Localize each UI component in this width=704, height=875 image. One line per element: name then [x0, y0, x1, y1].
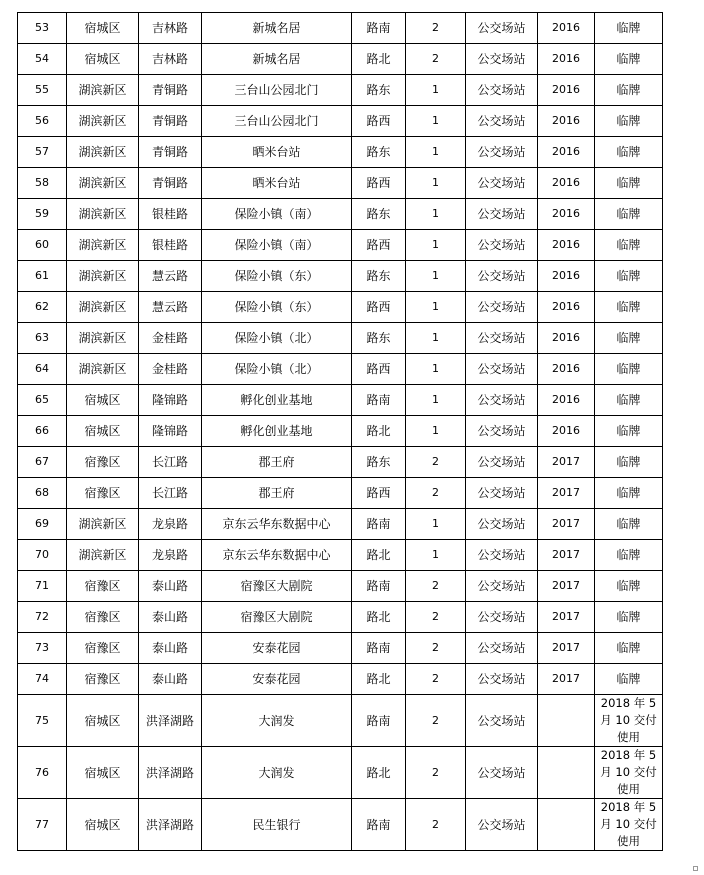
stop-count-cell: 2 [406, 478, 466, 509]
row-number-cell: 77 [18, 799, 67, 851]
station-type-cell: 公交场站 [466, 44, 538, 75]
district-cell: 宿城区 [67, 799, 139, 851]
station-name-cell: 晒米台站 [202, 168, 352, 199]
plate-status-cell: 临牌 [595, 385, 663, 416]
year-cell: 2017 [538, 540, 595, 571]
row-number-cell: 76 [18, 747, 67, 799]
table-row [18, 44, 663, 75]
road-cell: 泰山路 [139, 633, 202, 664]
district-cell: 宿豫区 [67, 633, 139, 664]
plate-status-cell: 临牌 [595, 323, 663, 354]
year-cell: 2016 [538, 323, 595, 354]
district-cell: 湖滨新区 [67, 540, 139, 571]
row-number-cell: 75 [18, 695, 67, 747]
table-row [18, 540, 663, 571]
station-type-cell: 公交场站 [466, 168, 538, 199]
district-cell: 宿豫区 [67, 664, 139, 695]
year-cell: 2016 [538, 137, 595, 168]
road-cell: 吉林路 [139, 13, 202, 44]
road-cell: 隆锦路 [139, 385, 202, 416]
district-cell: 湖滨新区 [67, 509, 139, 540]
row-number-cell: 73 [18, 633, 67, 664]
stop-count-cell: 1 [406, 292, 466, 323]
station-name-cell: 保险小镇（东） [202, 261, 352, 292]
plate-status-cell: 临牌 [595, 75, 663, 106]
district-cell: 宿豫区 [67, 602, 139, 633]
year-cell: 2016 [538, 292, 595, 323]
road-side-cell: 路北 [352, 540, 406, 571]
plate-status-cell: 临牌 [595, 292, 663, 323]
table-row [18, 447, 663, 478]
stop-count-cell: 1 [406, 509, 466, 540]
station-name-cell: 保险小镇（南） [202, 230, 352, 261]
district-cell: 宿城区 [67, 695, 139, 747]
road-side-cell: 路东 [352, 75, 406, 106]
station-name-cell: 新城名居 [202, 44, 352, 75]
table-body [18, 13, 663, 851]
stop-count-cell: 1 [406, 385, 466, 416]
row-number-cell: 65 [18, 385, 67, 416]
station-type-cell: 公交场站 [466, 230, 538, 261]
road-side-cell: 路北 [352, 664, 406, 695]
stop-count-cell: 1 [406, 323, 466, 354]
plate-status-cell: 临牌 [595, 13, 663, 44]
stop-count-cell: 1 [406, 416, 466, 447]
station-type-cell: 公交场站 [466, 571, 538, 602]
station-type-cell: 公交场站 [466, 137, 538, 168]
row-number-cell: 57 [18, 137, 67, 168]
table-row [18, 323, 663, 354]
plate-status-cell: 临牌 [595, 447, 663, 478]
station-name-cell: 宿豫区大剧院 [202, 602, 352, 633]
station-name-cell: 保险小镇（东） [202, 292, 352, 323]
station-type-cell: 公交场站 [466, 323, 538, 354]
plate-status-cell: 临牌 [595, 509, 663, 540]
road-cell: 隆锦路 [139, 416, 202, 447]
station-type-cell: 公交场站 [466, 13, 538, 44]
station-name-cell: 孵化创业基地 [202, 416, 352, 447]
road-side-cell: 路南 [352, 695, 406, 747]
row-number-cell: 60 [18, 230, 67, 261]
stop-count-cell: 2 [406, 602, 466, 633]
row-number-cell: 58 [18, 168, 67, 199]
row-number-cell: 74 [18, 664, 67, 695]
year-cell: 2017 [538, 602, 595, 633]
stop-count-cell: 2 [406, 695, 466, 747]
table-row [18, 799, 663, 851]
plate-status-cell: 临牌 [595, 199, 663, 230]
road-side-cell: 路南 [352, 633, 406, 664]
plate-status-cell: 临牌 [595, 416, 663, 447]
plate-status-cell: 临牌 [595, 571, 663, 602]
plate-status-cell: 临牌 [595, 168, 663, 199]
station-type-cell: 公交场站 [466, 747, 538, 799]
year-cell: 2016 [538, 168, 595, 199]
year-cell: 2016 [538, 354, 595, 385]
stop-count-cell: 2 [406, 447, 466, 478]
station-type-cell: 公交场站 [466, 602, 538, 633]
stop-count-cell: 1 [406, 230, 466, 261]
row-number-cell: 70 [18, 540, 67, 571]
road-side-cell: 路东 [352, 199, 406, 230]
year-cell: 2017 [538, 633, 595, 664]
stop-count-cell: 1 [406, 168, 466, 199]
stop-count-cell: 1 [406, 199, 466, 230]
road-cell: 青铜路 [139, 75, 202, 106]
year-cell: 2016 [538, 230, 595, 261]
row-number-cell: 69 [18, 509, 67, 540]
station-name-cell: 孵化创业基地 [202, 385, 352, 416]
station-name-cell: 大润发 [202, 695, 352, 747]
road-side-cell: 路西 [352, 230, 406, 261]
year-cell: 2017 [538, 447, 595, 478]
table-row [18, 416, 663, 447]
station-name-cell: 三台山公园北门 [202, 75, 352, 106]
road-side-cell: 路东 [352, 447, 406, 478]
station-name-cell: 郡王府 [202, 478, 352, 509]
station-type-cell: 公交场站 [466, 199, 538, 230]
row-number-cell: 61 [18, 261, 67, 292]
row-number-cell: 59 [18, 199, 67, 230]
table-row [18, 230, 663, 261]
stop-count-cell: 2 [406, 747, 466, 799]
plate-status-cell: 临牌 [595, 602, 663, 633]
road-cell: 金桂路 [139, 323, 202, 354]
district-cell: 宿城区 [67, 13, 139, 44]
row-number-cell: 68 [18, 478, 67, 509]
road-side-cell: 路东 [352, 261, 406, 292]
row-number-cell: 64 [18, 354, 67, 385]
road-cell: 长江路 [139, 447, 202, 478]
district-cell: 宿城区 [67, 747, 139, 799]
stop-count-cell: 2 [406, 664, 466, 695]
stop-count-cell: 1 [406, 75, 466, 106]
district-cell: 湖滨新区 [67, 261, 139, 292]
station-type-cell: 公交场站 [466, 509, 538, 540]
station-name-cell: 保险小镇（南） [202, 199, 352, 230]
year-cell: 2016 [538, 385, 595, 416]
road-cell: 慧云路 [139, 261, 202, 292]
plate-status-cell: 临牌 [595, 540, 663, 571]
row-number-cell: 72 [18, 602, 67, 633]
road-side-cell: 路西 [352, 168, 406, 199]
year-cell: 2017 [538, 509, 595, 540]
plate-status-cell: 临牌 [595, 106, 663, 137]
district-cell: 湖滨新区 [67, 168, 139, 199]
table-row [18, 633, 663, 664]
year-cell: 2017 [538, 571, 595, 602]
stop-count-cell: 2 [406, 571, 466, 602]
district-cell: 湖滨新区 [67, 199, 139, 230]
district-cell: 湖滨新区 [67, 106, 139, 137]
table-row [18, 106, 663, 137]
station-type-cell: 公交场站 [466, 633, 538, 664]
stop-count-cell: 2 [406, 799, 466, 851]
plate-status-cell: 2018 年 5 月 10 交付使用 [595, 695, 663, 747]
station-name-cell: 郡王府 [202, 447, 352, 478]
table-row [18, 602, 663, 633]
road-cell: 泰山路 [139, 571, 202, 602]
table-row [18, 137, 663, 168]
year-cell: 2016 [538, 75, 595, 106]
district-cell: 湖滨新区 [67, 323, 139, 354]
station-type-cell: 公交场站 [466, 447, 538, 478]
road-cell: 银桂路 [139, 230, 202, 261]
road-side-cell: 路北 [352, 747, 406, 799]
year-cell: 2016 [538, 416, 595, 447]
station-type-cell: 公交场站 [466, 292, 538, 323]
year-cell: 2017 [538, 664, 595, 695]
table-row [18, 168, 663, 199]
plate-status-cell: 临牌 [595, 354, 663, 385]
road-cell: 泰山路 [139, 602, 202, 633]
plate-status-cell: 临牌 [595, 633, 663, 664]
road-side-cell: 路北 [352, 602, 406, 633]
plate-status-cell: 临牌 [595, 261, 663, 292]
table-row [18, 571, 663, 602]
station-name-cell: 新城名居 [202, 13, 352, 44]
road-cell: 泰山路 [139, 664, 202, 695]
road-side-cell: 路南 [352, 13, 406, 44]
stop-count-cell: 2 [406, 13, 466, 44]
station-name-cell: 三台山公园北门 [202, 106, 352, 137]
station-name-cell: 安泰花园 [202, 633, 352, 664]
table-row [18, 75, 663, 106]
station-type-cell: 公交场站 [466, 478, 538, 509]
district-cell: 宿豫区 [67, 447, 139, 478]
district-cell: 湖滨新区 [67, 75, 139, 106]
road-side-cell: 路东 [352, 137, 406, 168]
station-name-cell: 宿豫区大剧院 [202, 571, 352, 602]
district-cell: 宿豫区 [67, 478, 139, 509]
row-number-cell: 62 [18, 292, 67, 323]
year-cell: 2016 [538, 44, 595, 75]
road-side-cell: 路西 [352, 478, 406, 509]
station-type-cell: 公交场站 [466, 385, 538, 416]
row-number-cell: 67 [18, 447, 67, 478]
stop-count-cell: 2 [406, 633, 466, 664]
district-cell: 湖滨新区 [67, 137, 139, 168]
road-cell: 吉林路 [139, 44, 202, 75]
stop-count-cell: 2 [406, 44, 466, 75]
station-type-cell: 公交场站 [466, 695, 538, 747]
table-row [18, 478, 663, 509]
year-cell: 2016 [538, 13, 595, 44]
road-side-cell: 路南 [352, 385, 406, 416]
station-name-cell: 保险小镇（北） [202, 354, 352, 385]
plate-status-cell: 临牌 [595, 478, 663, 509]
stop-count-cell: 1 [406, 540, 466, 571]
road-side-cell: 路南 [352, 799, 406, 851]
district-cell: 宿城区 [67, 385, 139, 416]
plate-status-cell: 2018 年 5 月 10 交付使用 [595, 799, 663, 851]
road-side-cell: 路西 [352, 354, 406, 385]
year-cell: 2017 [538, 478, 595, 509]
road-cell: 青铜路 [139, 137, 202, 168]
plate-status-cell: 临牌 [595, 137, 663, 168]
plate-status-cell: 临牌 [595, 230, 663, 261]
road-cell: 龙泉路 [139, 509, 202, 540]
table-row [18, 199, 663, 230]
table-row [18, 13, 663, 44]
road-side-cell: 路北 [352, 44, 406, 75]
row-number-cell: 56 [18, 106, 67, 137]
stop-count-cell: 1 [406, 106, 466, 137]
district-cell: 湖滨新区 [67, 292, 139, 323]
table-row [18, 695, 663, 747]
station-name-cell: 安泰花园 [202, 664, 352, 695]
road-cell: 洪泽湖路 [139, 747, 202, 799]
road-side-cell: 路西 [352, 106, 406, 137]
station-name-cell: 京东云华东数据中心 [202, 540, 352, 571]
station-name-cell: 晒米台站 [202, 137, 352, 168]
page-corner-mark [693, 866, 698, 871]
road-cell: 龙泉路 [139, 540, 202, 571]
station-type-cell: 公交场站 [466, 664, 538, 695]
stop-count-cell: 1 [406, 261, 466, 292]
stop-count-cell: 1 [406, 354, 466, 385]
plate-status-cell: 2018 年 5 月 10 交付使用 [595, 747, 663, 799]
road-side-cell: 路南 [352, 571, 406, 602]
road-cell: 金桂路 [139, 354, 202, 385]
year-cell: 2016 [538, 106, 595, 137]
table-row [18, 509, 663, 540]
district-cell: 宿城区 [67, 416, 139, 447]
road-cell: 慧云路 [139, 292, 202, 323]
road-cell: 洪泽湖路 [139, 799, 202, 851]
district-cell: 宿豫区 [67, 571, 139, 602]
row-number-cell: 66 [18, 416, 67, 447]
year-cell [538, 695, 595, 747]
road-cell: 青铜路 [139, 106, 202, 137]
plate-status-cell: 临牌 [595, 664, 663, 695]
station-name-cell: 保险小镇（北） [202, 323, 352, 354]
station-type-cell: 公交场站 [466, 799, 538, 851]
bus-stop-table [17, 12, 663, 851]
station-type-cell: 公交场站 [466, 106, 538, 137]
table-row [18, 354, 663, 385]
station-name-cell: 大润发 [202, 747, 352, 799]
year-cell: 2016 [538, 199, 595, 230]
table-row [18, 747, 663, 799]
road-side-cell: 路西 [352, 292, 406, 323]
station-type-cell: 公交场站 [466, 354, 538, 385]
road-side-cell: 路南 [352, 509, 406, 540]
district-cell: 湖滨新区 [67, 230, 139, 261]
table-row [18, 261, 663, 292]
row-number-cell: 55 [18, 75, 67, 106]
station-type-cell: 公交场站 [466, 261, 538, 292]
district-cell: 宿城区 [67, 44, 139, 75]
row-number-cell: 53 [18, 13, 67, 44]
station-name-cell: 京东云华东数据中心 [202, 509, 352, 540]
plate-status-cell: 临牌 [595, 44, 663, 75]
year-cell [538, 747, 595, 799]
station-type-cell: 公交场站 [466, 416, 538, 447]
row-number-cell: 71 [18, 571, 67, 602]
road-side-cell: 路北 [352, 416, 406, 447]
station-type-cell: 公交场站 [466, 540, 538, 571]
district-cell: 湖滨新区 [67, 354, 139, 385]
table-row [18, 292, 663, 323]
stop-count-cell: 1 [406, 137, 466, 168]
row-number-cell: 63 [18, 323, 67, 354]
row-number-cell: 54 [18, 44, 67, 75]
station-type-cell: 公交场站 [466, 75, 538, 106]
year-cell [538, 799, 595, 851]
road-cell: 洪泽湖路 [139, 695, 202, 747]
station-name-cell: 民生银行 [202, 799, 352, 851]
road-cell: 银桂路 [139, 199, 202, 230]
road-cell: 青铜路 [139, 168, 202, 199]
year-cell: 2016 [538, 261, 595, 292]
table-row [18, 385, 663, 416]
table-row [18, 664, 663, 695]
road-side-cell: 路东 [352, 323, 406, 354]
road-cell: 长江路 [139, 478, 202, 509]
